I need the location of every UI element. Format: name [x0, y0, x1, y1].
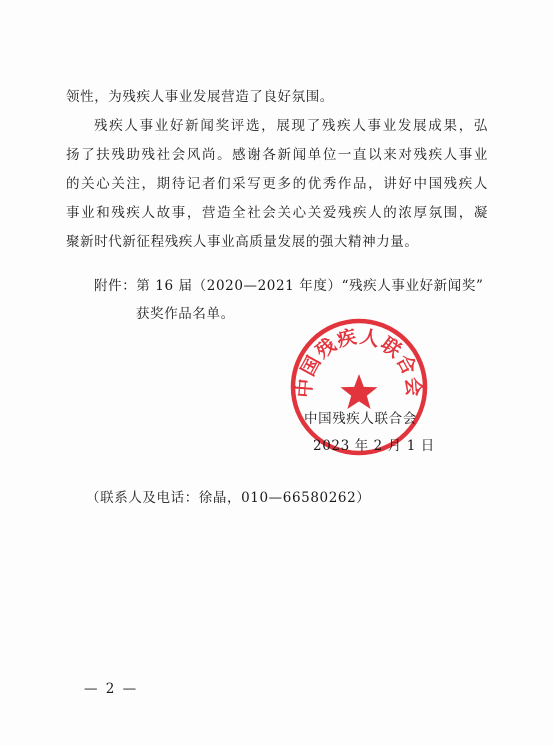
signature-organization: 中国残疾人联合会 [304, 411, 417, 427]
body-paragraph-2-line-1: 残疾人事业好新闻奖评选，展现了残疾人事业发展成果，弘 [94, 118, 488, 134]
seal-arc-text: 中国残疾人联合会 [293, 325, 425, 399]
body-paragraph-2-line-5: 聚新时代新征程残疾人事业高质量发展的强大精神力量。 [66, 234, 419, 250]
body-paragraph-2-line-2: 扬了扶残助残社会风尚。感谢各新闻单位一直以来对残疾人事业 [66, 147, 488, 163]
attachment-line-2: 获奖作品名单。 [136, 306, 235, 322]
body-paragraph-2-line-4: 事业和残疾人故事，营造全社会关心关爱残疾人的浓厚氛围，凝 [66, 205, 488, 221]
page-number: — 2 — [84, 681, 139, 697]
body-paragraph-1-line: 领性，为残疾人事业发展营造了良好氛围。 [66, 89, 334, 105]
attachment-line-1: 附件：第 16 届（2020—2021 年度）“残疾人事业好新闻奖” [94, 278, 484, 294]
seal-star-icon [341, 374, 378, 409]
signature-date: 2023 年 2 月 1 日 [313, 438, 435, 454]
contact-info: （联系人及电话：徐晶，010—66580262） [86, 490, 371, 506]
body-paragraph-2-line-3: 的关心关注，期待记者们采写更多的优秀作品，讲好中国残疾人 [66, 176, 488, 192]
